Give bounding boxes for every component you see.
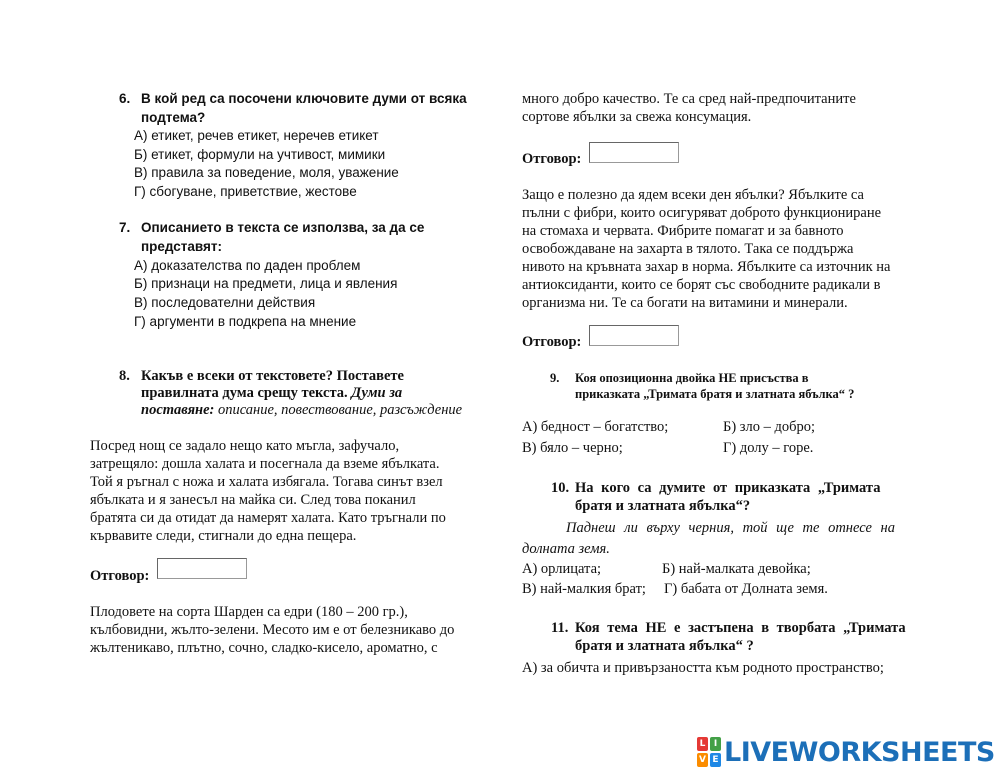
- liveworksheets-logo[interactable]: [697, 735, 995, 769]
- word-bank: [141, 402, 462, 419]
- question-text: На кого са думите от приказката „Тримата: [575, 480, 881, 496]
- option-b: Б) най-малката девойка;: [662, 561, 811, 577]
- option-b: Б) признаци на предмети, лица и явления: [134, 276, 398, 291]
- answer-label: Отговор:: [522, 334, 582, 350]
- quote-line: Паднеш ли върху черния, той ще те отнесе на: [566, 520, 895, 536]
- logo-text: LIVEWORKSHEETS: [724, 736, 995, 768]
- option-d: Г) аргументи в подкрепа на мнение: [134, 314, 357, 329]
- question-number: 9.: [550, 371, 560, 385]
- option-c: В) правила за поведение, моля, уважение: [134, 165, 399, 180]
- option-d: Г) долу – горе.: [723, 440, 814, 456]
- option-c: В) най-малкия брат;: [522, 581, 646, 597]
- passage-line: кълбовидни, жълто-зелени. Месото им е от белезникаво до: [90, 622, 455, 638]
- logo-letter: V: [697, 753, 708, 767]
- question-text-bold: правилната дума срещу текста.: [141, 385, 348, 401]
- passage-line: ябълката и я занесъл на майка си. След това поканил: [90, 492, 416, 508]
- passage-line: жълтеникаво, плътно, сочно, сладко-кисело, ароматно, с: [90, 640, 438, 656]
- passage-line: антиоксиданти, които се борят със свободните радикали в: [522, 277, 881, 293]
- answer-input-passage-1[interactable]: [157, 558, 247, 579]
- option-d: Г) сбогуване, приветствие, жестове: [134, 184, 357, 199]
- passage-line: братята си да отидат да намерят халата. Като тръгнали по: [90, 510, 446, 526]
- passage-line: нивото на кръвната захар в норма. Ябълките са източник на: [522, 259, 891, 275]
- question-text: братя и златната ябълка“?: [575, 498, 751, 514]
- passage-line: пълни с фибри, които осигуряват доброто функциониране: [522, 205, 882, 221]
- logo-mark-icon: [697, 737, 721, 767]
- option-b: Б) зло – добро;: [723, 419, 816, 435]
- passage-1: [90, 437, 446, 545]
- question-text: подтема?: [141, 110, 206, 125]
- question-text: Какъв е всеки от текстовете? Поставете: [141, 368, 404, 384]
- logo-letter: E: [710, 753, 721, 767]
- passage-2: [90, 603, 454, 657]
- question-text: Коя тема НЕ е застъпена в творбата „Тримата: [575, 620, 906, 636]
- passage-line: на стомаха и червата. Фибрите помагат и за бавното: [522, 223, 844, 239]
- option-a: А) бедност – богатство;: [522, 419, 669, 435]
- question-number: 8.: [119, 368, 130, 384]
- logo-letter: L: [697, 737, 708, 751]
- passage-line: затрещяло: дошла халата и посегнала да вземе ябълката.: [90, 456, 440, 472]
- answer-label: Отговор:: [90, 568, 150, 584]
- passage-line: организма ни. Те са богати на витамини и минерали.: [522, 295, 848, 311]
- passage-line: Посред нощ се задало нещо като мъгла, зафучало,: [90, 438, 400, 454]
- passage-line: Плодовете на сорта Шарден са едри (180 – 200 гр.),: [90, 604, 408, 620]
- option-a: А) орлицата;: [522, 561, 602, 577]
- question-text: В кой ред са посочени ключовите думи от всяка: [141, 91, 467, 106]
- question-number: 11.: [551, 620, 569, 636]
- question-number: 7.: [119, 220, 131, 235]
- option-b: Б) етикет, формули на учтивост, мимики: [134, 147, 386, 162]
- question-text: братя и златната ябълка“ ?: [575, 638, 754, 654]
- answer-input-passage-3[interactable]: [589, 325, 679, 346]
- question-text: Описанието в текста се използва, за да се: [141, 220, 425, 235]
- passage-line: сортове ябълки за свежа консумация.: [522, 109, 752, 125]
- logo-letter: I: [710, 737, 721, 751]
- question-text: приказката „Тримата братя и златната ябълка“ ?: [575, 387, 855, 401]
- option-d: Г) бабата от Долната земя.: [664, 581, 828, 597]
- question-text-italic: Думи за: [351, 385, 403, 401]
- question-text: представят:: [141, 239, 223, 254]
- question-text: [141, 385, 402, 402]
- passage-2-continued: [522, 90, 856, 126]
- question-text: Коя опозиционна двойка НЕ присъства в: [575, 371, 809, 385]
- passage-3: [522, 186, 891, 312]
- option-a: А) за обичта и привързаността към родното пространство;: [522, 660, 884, 676]
- passage-line: освобождаване на захарта в тялото. Така се поддържа: [522, 241, 854, 257]
- question-number: 6.: [119, 91, 131, 106]
- answer-label: Отговор:: [522, 151, 582, 167]
- quote-line: долната земя.: [522, 541, 610, 557]
- question-number: 10.: [551, 480, 570, 496]
- passage-line: много добро качество. Те са сред най-предпочитаните: [522, 91, 856, 107]
- option-c: В) бяло – черно;: [522, 440, 623, 456]
- option-a: А) доказателства по даден проблем: [134, 258, 361, 273]
- option-c: В) последователни действия: [134, 295, 316, 310]
- passage-line: кървавите следи, стигнали до една пещера.: [90, 528, 357, 544]
- option-a: А) етикет, речев етикет, неречев етикет: [134, 128, 379, 143]
- passage-line: Защо е полезно да ядем всеки ден ябълки? Ябълките са: [522, 187, 864, 203]
- passage-line: Той я ръгнал с ножа и халата избягала. Тогава синът взел: [90, 474, 443, 490]
- answer-input-passage-2[interactable]: [589, 142, 679, 163]
- word-bank-words: описание, повествование, разсъждение: [217, 402, 463, 418]
- word-bank-label: поставяне:: [141, 402, 215, 418]
